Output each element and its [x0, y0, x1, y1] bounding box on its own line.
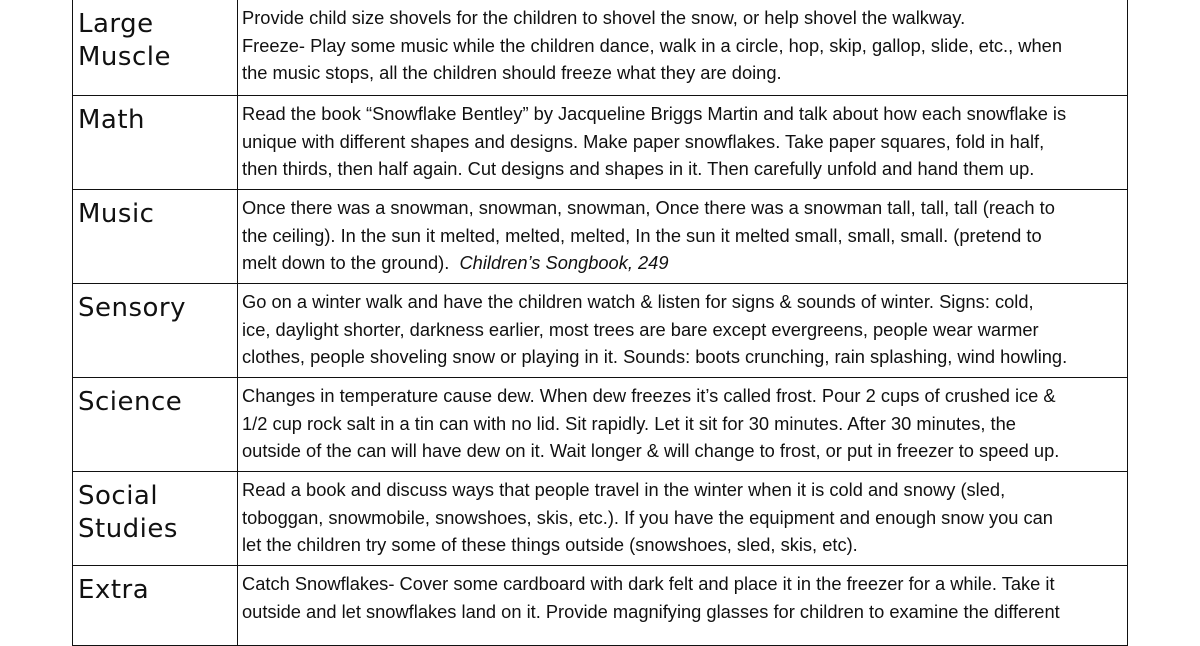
description-cell — [238, 96, 1128, 190]
category-label: Science — [78, 387, 183, 417]
activity-table — [72, 0, 1128, 646]
category-cell — [73, 566, 238, 646]
category-cell — [73, 0, 238, 96]
activity-description: Provide child size shovels for the children to shovel the snow, or help shovel the walkway. Freeze- Play some music while the children dance, walk in a circle, hop, skip, gallop, slide, etc., when the music stops, all the children should freeze what they are doing. — [242, 7, 1062, 83]
activity-description: Once there was a snowman, snowman, snowman, Once there was a snowman tall, tall, tall (reach to the ceiling). In the sun it melted, melted, melted, In the sun it melted small, small, small. (pretend to melt down to the ground). Children’s Songbook, 249 — [242, 197, 1055, 273]
table-row — [73, 190, 1128, 284]
table-row — [73, 284, 1128, 378]
description-cell — [238, 566, 1128, 646]
category-cell — [73, 472, 238, 566]
description-cell — [238, 284, 1128, 378]
category-cell — [73, 284, 238, 378]
category-label: Social Studies — [78, 481, 178, 544]
table-row — [73, 566, 1128, 646]
activity-description: Go on a winter walk and have the children watch & listen for signs & sounds of winter. Signs: cold, ice, daylight shorter, darkness earlier, most trees are bare except evergreens, people wear warmer clothes, people shoveling snow or playing in it. Sounds: boots crunching, rain splashing, wind howling. — [242, 291, 1068, 367]
table-row — [73, 96, 1128, 190]
table-row — [73, 0, 1128, 96]
description-cell — [238, 190, 1128, 284]
category-label: Extra — [78, 575, 150, 605]
description-cell — [238, 472, 1128, 566]
songbook-citation: Children’s Songbook, 249 — [459, 252, 669, 273]
category-label: Large Muscle — [78, 9, 171, 72]
activity-description: Catch Snowflakes- Cover some cardboard with dark felt and place it in the freezer for a while. Take it outside and let snowflakes land on it. Provide magnifying glasses for children to examine the different — [242, 573, 1060, 622]
activity-description: Read the book “Snowflake Bentley” by Jacqueline Briggs Martin and talk about how each snowflake is unique with different shapes and designs. Make paper snowflakes. Take paper squares, fold in half, then thirds, then half again. Cut designs and shapes in it. Then carefully unfold and hand them up. — [242, 103, 1067, 179]
activity-description: Read a book and discuss ways that people travel in the winter when it is cold and snowy (sled, toboggan, snowmobile, snowshoes, skis, etc.). If you have the equipment and enough snow you can let the children try some of these things outside (snowshoes, sled, skis, etc). — [242, 479, 1053, 555]
category-cell — [73, 378, 238, 472]
activity-description: Changes in temperature cause dew. When dew freezes it’s called frost. Pour 2 cups of crushed ice & 1/2 cup rock salt in a tin can with no lid. Sit rapidly. Let it sit for 30 minutes. After 30 minutes, the outside of the can will have dew on it. Wait longer & will change to frost, or put in freezer to speed up. — [242, 385, 1060, 461]
category-label: Music — [78, 199, 155, 229]
description-cell — [238, 378, 1128, 472]
category-label: Math — [78, 105, 146, 135]
category-cell — [73, 190, 238, 284]
table-row — [73, 472, 1128, 566]
category-label: Sensory — [78, 293, 187, 323]
category-cell — [73, 96, 238, 190]
table-row — [73, 378, 1128, 472]
description-cell — [238, 0, 1128, 96]
description-text: melt down to the ground). — [242, 252, 450, 273]
